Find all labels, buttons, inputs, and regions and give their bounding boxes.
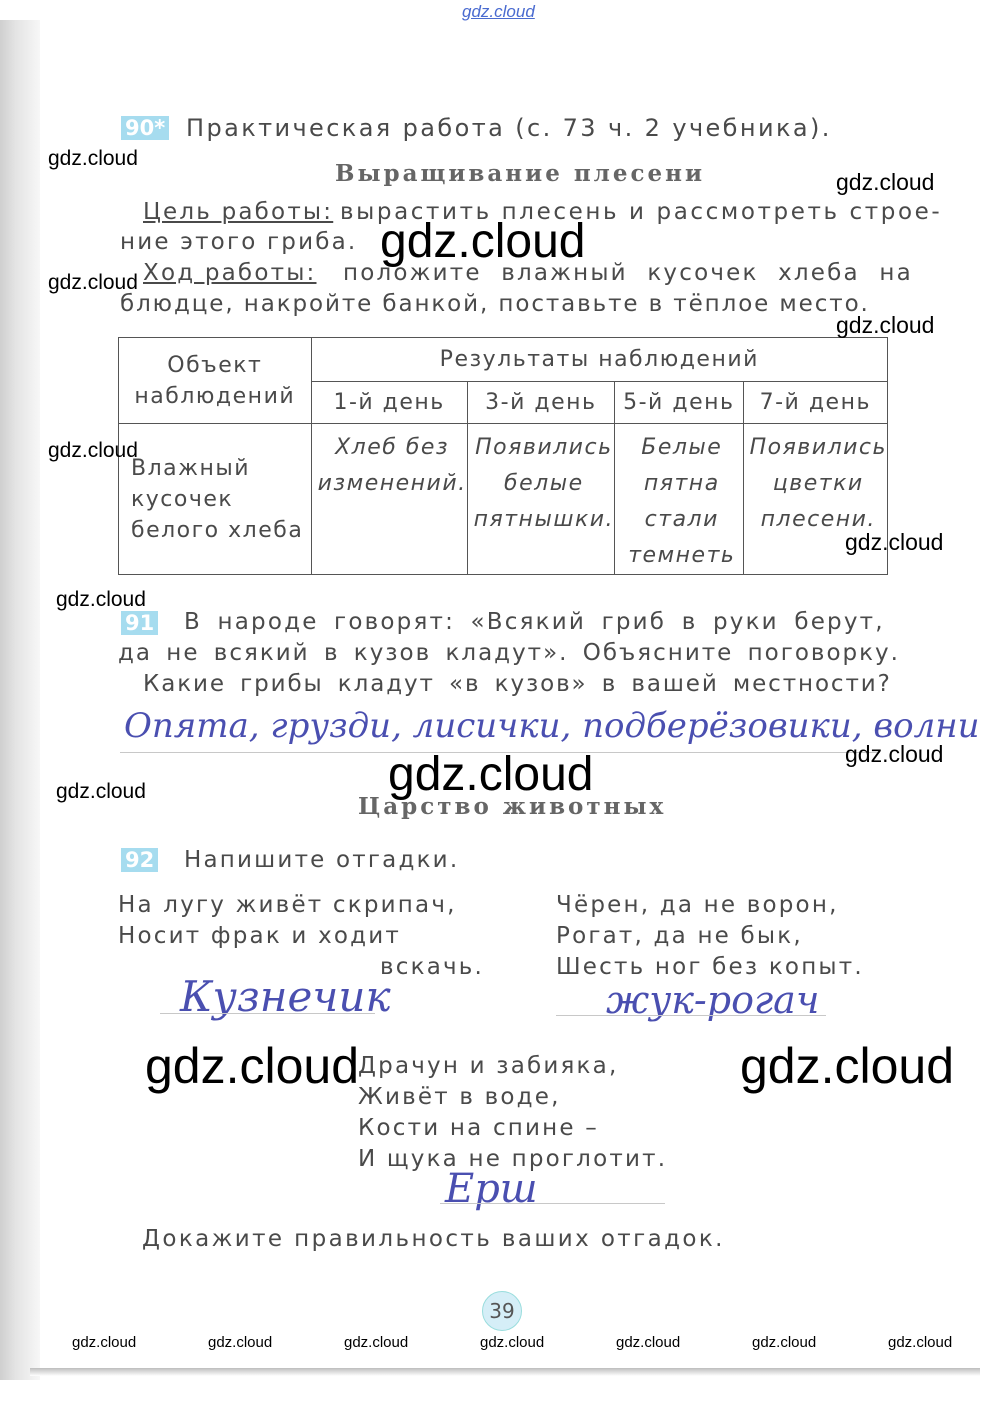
section-heading-mold: Выращивание плесени	[335, 160, 706, 187]
watermark: gdz.cloud	[48, 439, 138, 462]
day-header-3: 3-й день	[467, 382, 614, 424]
footer-watermark: gdz.cloud	[208, 1334, 273, 1351]
watermark-large: gdz.cloud	[145, 1038, 360, 1094]
answer-line	[440, 1203, 665, 1204]
footer-watermark: gdz.cloud	[888, 1334, 953, 1351]
riddle3-line4: И щука не проглотит.	[358, 1146, 668, 1172]
ex91-line2: да не всякий в кузов кладут». Объясните поговорку.	[118, 640, 900, 666]
day-header-7: 7-й день	[743, 382, 887, 424]
watermark-large: gdz.cloud	[388, 748, 594, 801]
watermark-large: gdz.cloud	[740, 1038, 955, 1094]
footer-watermark: gdz.cloud	[752, 1334, 817, 1351]
ex91-line1: В народе говорят: «Всякий гриб в руки берут,	[184, 609, 885, 635]
footer-watermark: gdz.cloud	[344, 1334, 409, 1351]
page-bottom-edge	[30, 1368, 980, 1376]
exercise-title: Практическая работа (с. 73 ч. 2 учебника).	[186, 114, 832, 142]
results-header-cell: Результаты наблюдений	[311, 338, 887, 382]
watermark: gdz.cloud	[836, 312, 935, 338]
riddle2-line3: Шесть ног без копыт.	[556, 954, 864, 980]
prove-answers-text: Докажите правильность ваших отгадок.	[142, 1226, 725, 1252]
section-heading-animals: Царство животных	[358, 793, 667, 820]
page-number: 39	[482, 1291, 522, 1331]
ex91-handwritten-answer: Опята, грузди, лисички, подберёзовики, волни	[124, 706, 980, 746]
riddle2-answer: жук-рогач	[606, 978, 820, 1022]
object-header-cell: Объект наблюдений	[119, 338, 312, 424]
watermark: gdz.cloud	[48, 147, 138, 170]
observation-table	[118, 337, 888, 575]
object-cell: Влажный кусочек белого хлеба	[119, 424, 312, 575]
riddle1-line2: Носит фрак и ходит	[118, 923, 402, 949]
exercise-number-badge: 91	[121, 611, 158, 635]
answer-day3: Появились белые пятнышки.	[467, 424, 614, 575]
watermark: gdz.cloud	[845, 529, 944, 555]
page-fold-shadow	[0, 20, 40, 1380]
header-watermark[interactable]: gdz.cloud	[462, 2, 535, 21]
footer-watermark: gdz.cloud	[480, 1334, 545, 1351]
watermark: gdz.cloud	[56, 780, 146, 803]
answer-line	[556, 1015, 826, 1016]
answer-line	[160, 1013, 375, 1014]
answer-day7: Появились цветки плесени.	[743, 424, 887, 575]
riddle1-line3: вскачь.	[380, 954, 485, 980]
watermark: gdz.cloud	[56, 588, 146, 611]
answer-day1: Хлеб без изменений.	[311, 424, 467, 575]
goal-text-line2: ние этого гриба.	[120, 229, 358, 255]
watermark: gdz.cloud	[845, 741, 944, 767]
answer-day5: Белые пятна стали темнеть	[615, 424, 744, 575]
process-label: Ход работы:	[143, 260, 317, 286]
goal-label: Цель работы:	[143, 199, 334, 225]
exercise-number-badge: 92	[121, 848, 158, 872]
riddle3-line1: Драчун и забияка,	[358, 1053, 619, 1079]
watermark-large: gdz.cloud	[380, 215, 586, 268]
process-text-line2: блюдце, накройте банкой, поставьте в тёплое место.	[120, 291, 870, 317]
riddle3-line2: Живёт в воде,	[358, 1084, 561, 1110]
watermark: gdz.cloud	[48, 271, 138, 294]
riddle3-answer: Ерш	[445, 1166, 538, 1212]
watermark: gdz.cloud	[836, 169, 935, 195]
riddle3-line3: Кости на спине –	[358, 1115, 599, 1141]
ex91-line3: Какие грибы кладут «в кузов» в вашей местности?	[143, 671, 892, 697]
footer-watermark: gdz.cloud	[72, 1334, 137, 1351]
day-header-1: 1-й день	[311, 382, 467, 424]
process-text-line1: положите влажный кусочек хлеба на	[343, 260, 913, 286]
exercise-number-badge: 90*	[121, 116, 169, 140]
riddle2-line1: Чёрен, да не ворон,	[556, 892, 839, 918]
goal-text-line1: вырастить плесень и рассмотреть строе-	[340, 199, 943, 225]
riddle2-line2: Рогат, да не бык,	[556, 923, 803, 949]
riddle1-answer: Кузнечик	[180, 972, 391, 1021]
ex92-task: Напишите отгадки.	[184, 847, 460, 873]
day-header-5: 5-й день	[615, 382, 744, 424]
footer-watermark: gdz.cloud	[616, 1334, 681, 1351]
riddle1-line1: На лугу живёт скрипач,	[118, 892, 457, 918]
